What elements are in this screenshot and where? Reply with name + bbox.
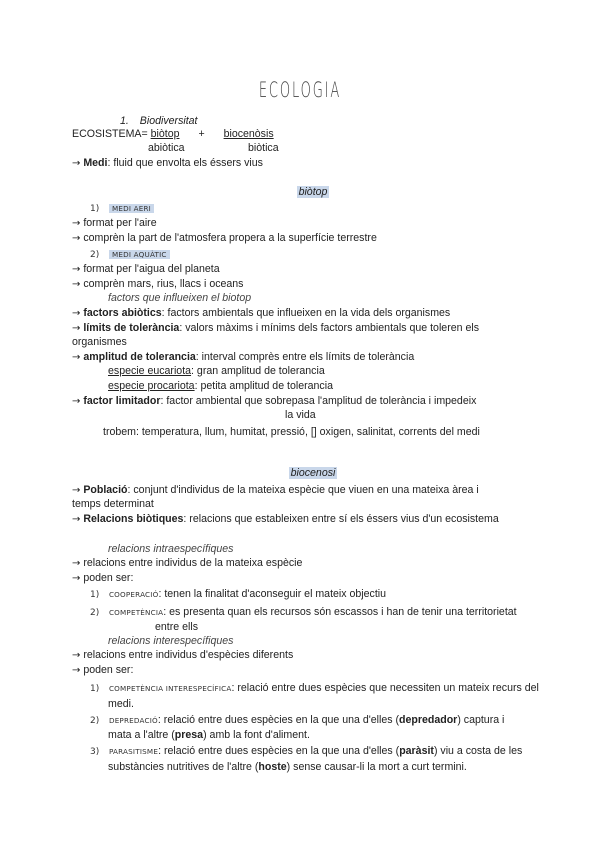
list-item (72, 556, 302, 571)
term: Població (83, 484, 128, 496)
arrow-icon: → (72, 573, 81, 584)
definition-continuation (108, 728, 310, 742)
biotop-heading: biòtop (298, 186, 328, 198)
definition: ) amb la font d'aliment. (203, 729, 310, 741)
section-title: Biodiversitat (139, 115, 198, 127)
definition-continuation: la vida (285, 409, 316, 421)
ecosistema-label: ECOSISTEMA= (72, 128, 148, 140)
list-item-text: relacions entre individus d'espècies diferents (83, 649, 294, 661)
arrow-icon: → (72, 665, 81, 676)
ecosistema-formula (72, 127, 274, 141)
definition: : relacions que estableixen entre sí els éssers vius d'un ecosistema (183, 513, 499, 525)
trobem-line: trobem: temperatura, llum, humitat, pressió, [] oxigen, salinitat, corrents del medi (103, 426, 480, 438)
definition-limits (72, 321, 479, 336)
definition: : relació entre dues espècies en la que una d'elles ( (158, 745, 400, 757)
definition: : petita amplitud de tolerancia (194, 380, 333, 392)
term: Relacions biòtiques (83, 513, 184, 525)
list-item (72, 216, 157, 231)
presa-term: presa (174, 729, 204, 741)
abiotica-label: abiòtica (148, 142, 185, 154)
term: COMPETÈNCIA (108, 608, 164, 617)
arrow-icon: → (72, 514, 81, 525)
definition: ) sense causar-li la mort a curt termini. (286, 761, 467, 773)
definition: : interval comprès entre els límits de tolerància (195, 351, 415, 363)
medi-def: : fluid que envolta els éssers vius (107, 157, 263, 169)
list-item-text: poden ser: (83, 664, 134, 676)
item-number: 1) (90, 684, 100, 694)
term: límits de tolerància (83, 322, 180, 334)
definition: ) captura i (457, 714, 505, 726)
parasit-term: paràsit (399, 745, 434, 757)
list-item (72, 277, 243, 292)
list-item-competencia (90, 605, 517, 620)
list-item-text: comprèn la part de l'atmosfera propera a la superfície terrestre (83, 232, 377, 244)
list-item (72, 648, 293, 663)
list-item-text: relacions entre individus de la mateixa espècie (83, 557, 303, 569)
definition: : relació entre dues espècies en la que una d'elles ( (157, 714, 400, 726)
definition: : valors màxims i mínims dels factors ambientals que toleren els (179, 322, 479, 334)
definition-relacions (72, 512, 499, 527)
biocenosi-heading: biocenosi (290, 467, 336, 479)
biocenosi-heading-row (0, 466, 600, 480)
definition-poblacio (72, 483, 479, 498)
list-item-text: format per l'aire (83, 217, 157, 229)
definition-continuation: entre ells (155, 621, 198, 633)
term: especie procariota (108, 380, 195, 392)
list-item-text: format per l'aigua del planeta (83, 263, 220, 275)
factors-heading: factors que influeixen el biotop (108, 292, 252, 304)
medi-aeri-heading (90, 201, 154, 216)
medi-definition (72, 156, 263, 171)
arrow-icon: → (72, 323, 81, 334)
inter-heading: relacions interespecífiques (108, 635, 234, 647)
definition: : conjunt d'individus de la mateixa espècie que viuen en una mateixa àrea i (127, 484, 479, 496)
item-number: 2) (90, 250, 100, 260)
sub-definition-eucariota (108, 364, 325, 378)
medi-term: Medi (83, 157, 108, 169)
definition-amplitud (72, 350, 414, 365)
arrow-icon: → (72, 558, 81, 569)
term: amplitud de tolerancia (83, 351, 196, 363)
list-item (72, 663, 133, 678)
definition: substàncies nutritives de l'altre ( (108, 761, 259, 773)
biotop-term: biòtop (150, 128, 180, 140)
definition: ) viu a costa de les (433, 745, 523, 757)
definition: : tenen la finalitat d'aconseguir el mateix objectiu (158, 588, 387, 600)
medi-aquatic-heading (90, 247, 170, 262)
section-number: 1. (120, 115, 129, 127)
definition: : gran amplitud de tolerancia (191, 365, 325, 377)
definition-abiotics (72, 306, 450, 321)
term: COMPETÈNCIA INTERESPECÍFICA (108, 684, 232, 693)
item-number: 2) (90, 608, 100, 618)
arrow-icon: → (72, 158, 81, 169)
arrow-icon: → (72, 264, 81, 275)
list-item-cooperacio (90, 587, 386, 602)
term: factors abiòtics (83, 307, 162, 319)
biotop-heading-row (0, 185, 600, 199)
arrow-icon: → (72, 485, 81, 496)
depredador-term: depredador (399, 714, 458, 726)
list-item-text: comprèn mars, rius, llacs i oceans (83, 278, 244, 290)
definition: : relació entre dues espècies que necessiten un mateix recurs del (231, 682, 539, 694)
item-number: 1) (90, 590, 100, 600)
arrow-icon: → (72, 650, 81, 661)
list-item (72, 231, 377, 246)
definition: : factor ambiental que sobrepasa l'amplitud de tolerància i impedeix (160, 395, 477, 407)
definition-continuation: temps determinat (72, 498, 154, 510)
medi-aquatic-label: MEDI AQUÀTIC (109, 250, 170, 259)
arrow-icon: → (72, 218, 81, 229)
medi-aeri-label: MEDI AERI (109, 204, 154, 213)
item-number: 3) (90, 747, 100, 757)
intra-heading: relacions intraespecífiques (108, 543, 234, 555)
definition-limitador (72, 394, 476, 409)
arrow-icon: → (72, 396, 81, 407)
definition: : es presenta quan els recursos són escassos i han de tenir una territorietat (163, 606, 517, 618)
definition-continuation: organismes (72, 336, 127, 348)
list-item (72, 571, 133, 586)
hoste-term: hoste (258, 761, 287, 773)
term: COOPERACIÓ (108, 590, 159, 599)
biotica-label: biòtica (248, 142, 279, 154)
definition: : factors ambientals que influeixen en la vida dels organismes (161, 307, 451, 319)
term: PARASITISME (108, 747, 159, 756)
definition-continuation (108, 760, 467, 774)
arrow-icon: → (72, 308, 81, 319)
page-title: ECOLOGIA (258, 78, 342, 102)
section-heading (120, 114, 198, 128)
item-number: 2) (90, 716, 100, 726)
sub-definition-procariota (108, 379, 333, 393)
arrow-icon: → (72, 279, 81, 290)
definition: mata a l'altre ( (108, 729, 175, 741)
list-item-parasitisme (90, 744, 522, 759)
arrow-icon: → (72, 352, 81, 363)
list-item (72, 262, 220, 277)
biocenosis-term: biocenòsis (223, 128, 274, 140)
item-number: 1) (90, 204, 100, 214)
definition-continuation: medi. (108, 698, 134, 710)
list-item-text: poden ser: (83, 572, 134, 584)
term: factor limitador (83, 395, 161, 407)
term: especie eucariota (108, 365, 192, 377)
term: DEPREDACIÓ (108, 716, 158, 725)
list-item-competencia-interespecifica (90, 681, 539, 696)
list-item-depredacio (90, 713, 504, 728)
arrow-icon: → (72, 233, 81, 244)
plus-sign: + (198, 128, 205, 140)
